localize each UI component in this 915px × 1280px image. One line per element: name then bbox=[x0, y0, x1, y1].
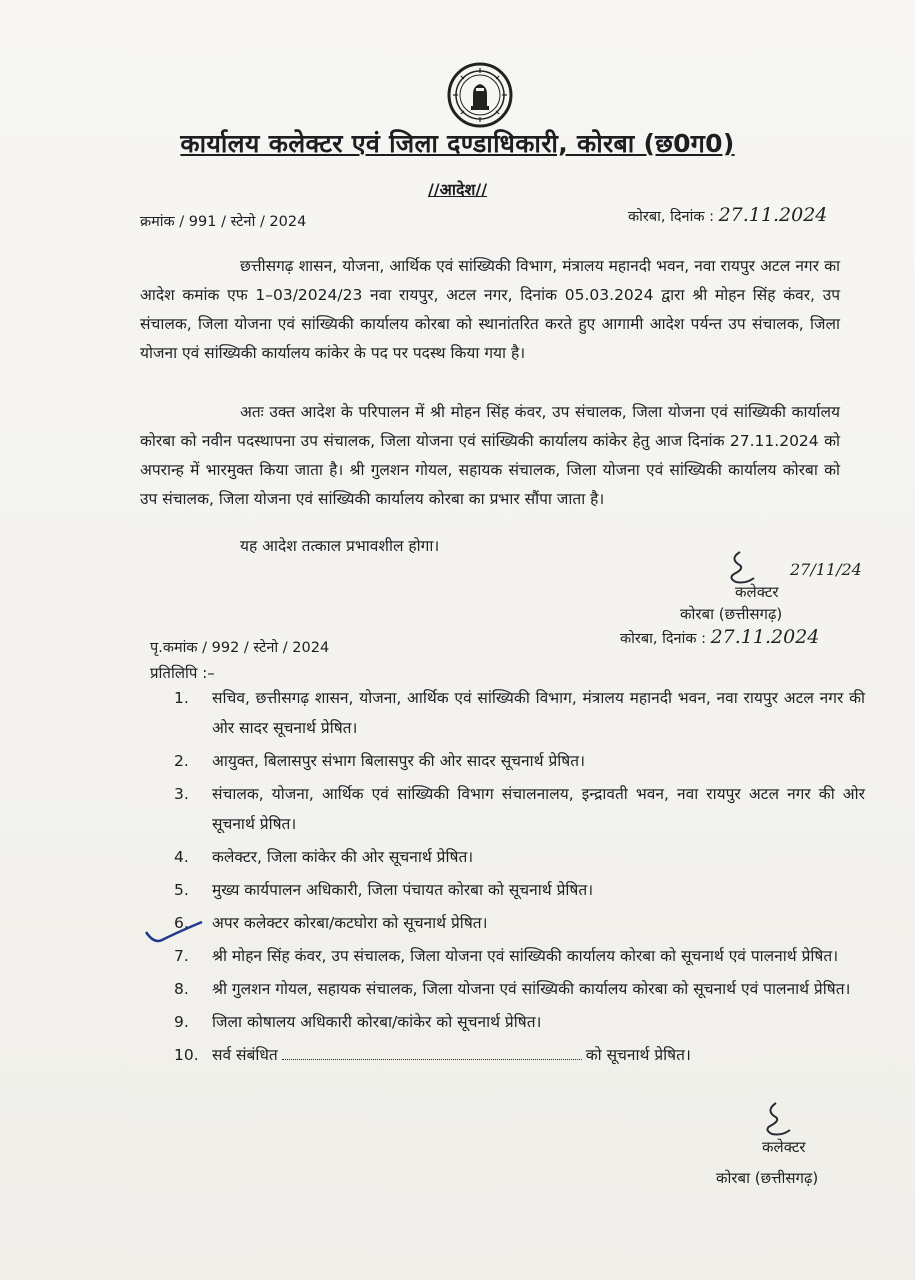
state-emblem-icon bbox=[447, 62, 513, 128]
copy-list bbox=[160, 683, 865, 1073]
copy-date-label: कोरबा, दिनांक : bbox=[620, 631, 706, 647]
blank-dotted-line bbox=[282, 1047, 582, 1060]
list-item: 2. आयुक्त, बिलासपुर संभाग बिलासपुर की ओर सादर सूचनार्थ प्रेषित। bbox=[174, 752, 585, 770]
list-item: 1. सचिव, छत्तीसगढ़ शासन, योजना, आर्थिक एवं सांख्यिकी विभाग, मंत्रालय महानदी भवन, नवा रायपुर अटल नगर की ओर सादर सूचनार्थ प्रेषित। bbox=[174, 689, 865, 737]
order-number: क्रमांक / 991 / स्टेनो / 2024 bbox=[140, 214, 307, 230]
copy-number: पृ.कमांक / 992 / स्टेनो / 2024 bbox=[150, 640, 330, 656]
order-title: //आदेश// bbox=[427, 180, 488, 199]
copy-date-row bbox=[620, 626, 819, 648]
list-item: 9. जिला कोषालय अधिकारी कोरबा/कांकेर को सूचनार्थ प्रेषित। bbox=[174, 1013, 542, 1031]
order-paragraph-2: अतः उक्त आदेश के परिपालन में श्री मोहन सिंह कंवर, उप संचालक, जिला योजना एवं सांख्यिकी कार्यालय कोरबा को नवीन पदस्थापना उप संचालक, जिला योजना एवं सांख्यिकी कार्यालय कांकेर हेतु आज दिनांक 27.11.2024 को अपरान्ह में भारमुक्त किया जाता है। श्री गुलशन गोयल, सहायक संचालक, जिला योजना एवं सांख्यिकी कार्यालय कोरबा को उप संचालक, जिला योजना एवं सांख्यिकी कार्यालय कोरबा का प्रभार सौंपा जाता है। bbox=[140, 403, 840, 508]
list-item: 3. संचालक, योजना, आर्थिक एवं सांख्यिकी विभाग संचालनालय, इन्द्रावती भवन, नवा रायपुर अटल नगर की ओर सूचनार्थ प्रेषित। bbox=[174, 785, 865, 833]
order-date-row bbox=[628, 204, 827, 226]
checkmark-icon bbox=[144, 918, 204, 948]
order-date-label: कोरबा, दिनांक : bbox=[628, 209, 714, 225]
signature-title-final: कलेक्टर bbox=[762, 1138, 806, 1156]
copy-label: प्रतिलिपि :– bbox=[150, 664, 215, 682]
list-item: 5. मुख्य कार्यपालन अधिकारी, जिला पंचायत कोरबा को सूचनार्थ प्रेषित। bbox=[174, 881, 594, 899]
signature-place-final: कोरबा (छत्तीसगढ़) bbox=[716, 1169, 819, 1187]
signature-date: 27/11/24 bbox=[790, 560, 862, 579]
copy-date: 27.11.2024 bbox=[710, 626, 820, 648]
order-date: 27.11.2024 bbox=[718, 204, 828, 226]
list-item: 4. कलेक्टर, जिला कांकेर की ओर सूचनार्थ प्रेषित। bbox=[174, 848, 474, 866]
signature-title: कलेक्टर bbox=[735, 583, 779, 601]
list-item: 8. श्री गुलशन गोयल, सहायक संचालक, जिला योजना एवं सांख्यिकी कार्यालय कोरबा को सूचनार्थ एवं पालनार्थ प्रेषित। bbox=[174, 980, 851, 998]
list-item: 6. अपर कलेक्टर कोरबा/कटघोरा को सूचनार्थ प्रेषित। bbox=[174, 914, 488, 932]
list-item: 10. सर्व संबंधित को सूचनार्थ प्रेषित। bbox=[174, 1046, 691, 1064]
order-paragraph-3: यह आदेश तत्काल प्रभावशील होगा। bbox=[240, 537, 440, 555]
office-title: कार्यालय कलेक्टर एवं जिला दण्डाधिकारी, कोरबा (छ0ग0) bbox=[180, 129, 735, 158]
list-item: 7. श्री मोहन सिंह कंवर, उप संचालक, जिला योजना एवं सांख्यिकी कार्यालय कोरबा को सूचनार्थ एवं पालनार्थ प्रेषित। bbox=[174, 947, 839, 965]
order-paragraph-1: छत्तीसगढ़ शासन, योजना, आर्थिक एवं सांख्यिकी विभाग, मंत्रालय महानदी भवन, नवा रायपुर अटल नगर का आदेश कमांक एफ 1–03/2024/23 नवा रायपुर, अटल नगर, दिनांक 05.03.2024 द्वारा श्री मोहन सिंह कंवर, उप संचालक, जिला योजना एवं सांख्यिकी कार्यालय कोरबा को स्थानांतरित करते हुए आगामी आदेश पर्यन्त उप संचालक, जिला योजना एवं सांख्यिकी कार्यालय कांकेर के पद पर पदस्थ किया गया है। bbox=[140, 257, 840, 362]
signature-place: कोरबा (छत्तीसगढ़) bbox=[680, 605, 783, 623]
signature-scribble-icon bbox=[758, 1100, 794, 1140]
